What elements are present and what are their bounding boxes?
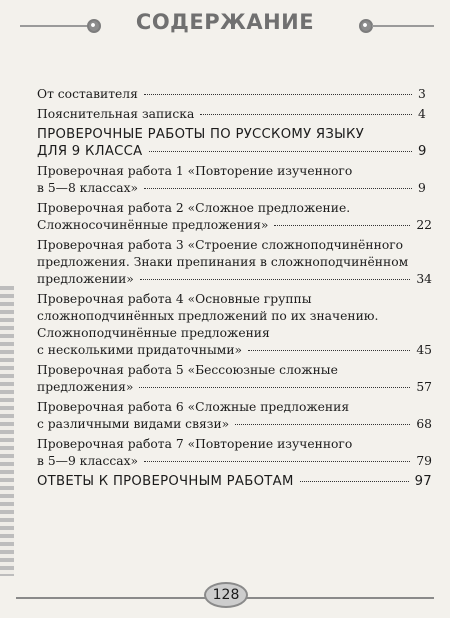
dot-leader bbox=[235, 423, 410, 425]
toc-entry-text: Сложноподчинённые предложения bbox=[37, 326, 270, 340]
toc-page-number: 4 bbox=[418, 107, 426, 121]
toc-entry bbox=[37, 399, 432, 433]
page-number: 128 bbox=[204, 582, 248, 608]
dot-leader bbox=[248, 349, 410, 351]
dot-leader bbox=[140, 278, 411, 280]
decorative-stripes bbox=[0, 286, 14, 576]
toc-entry-text: ОТВЕТЫ К ПРОВЕРОЧНЫМ РАБОТАМ bbox=[37, 474, 294, 489]
toc-entry-text: Сложносочинённые предложения» bbox=[37, 218, 269, 232]
dot-leader bbox=[200, 113, 412, 115]
toc-entry-text: предложения» bbox=[37, 380, 134, 394]
toc-page-number: 34 bbox=[416, 272, 432, 286]
toc-entry-text: ДЛЯ 9 КЛАССА bbox=[37, 144, 143, 159]
dot-leader bbox=[144, 93, 412, 95]
toc-page-number: 45 bbox=[416, 343, 432, 357]
toc-entry-text: в 5—9 классах» bbox=[37, 454, 139, 468]
toc-page-number: 68 bbox=[416, 417, 432, 431]
toc-entry bbox=[37, 86, 432, 103]
header-ornament-right-icon bbox=[359, 19, 373, 33]
toc-page-number: 9 bbox=[418, 181, 426, 195]
dot-leader bbox=[149, 150, 413, 152]
toc-entry-text: предложения. Знаки препинания в сложноподчинённом bbox=[37, 255, 409, 269]
header-rule-left bbox=[20, 25, 88, 27]
dot-leader bbox=[144, 460, 410, 462]
toc-entry-text: с различными видами связи» bbox=[37, 417, 230, 431]
toc-entry bbox=[37, 106, 432, 123]
toc-entry bbox=[37, 237, 432, 288]
toc-entry-text: Пояснительная записка bbox=[37, 107, 195, 121]
toc-entry bbox=[37, 126, 432, 160]
toc-entry bbox=[37, 163, 432, 197]
toc-entry-text: Проверочная работа 3 «Строение сложноподчинённого bbox=[37, 238, 404, 252]
toc-entry-text: Проверочная работа 1 «Повторение изученного bbox=[37, 164, 353, 178]
toc-page-number: 3 bbox=[418, 87, 426, 101]
toc-entry-text: Проверочная работа 7 «Повторение изученного bbox=[37, 437, 353, 451]
header-ornament-left-icon bbox=[87, 19, 101, 33]
dot-leader bbox=[144, 187, 412, 189]
dot-leader bbox=[139, 386, 410, 388]
toc-entry-text: Проверочная работа 6 «Сложные предложения bbox=[37, 400, 350, 414]
toc-entry-text: ПРОВЕРОЧНЫЕ РАБОТЫ ПО РУССКОМУ ЯЗЫКУ bbox=[37, 127, 365, 142]
page-title: СОДЕРЖАНИЕ bbox=[135, 10, 315, 34]
toc-entry-text: предложении» bbox=[37, 272, 134, 286]
toc-entry-text: в 5—8 классах» bbox=[37, 181, 139, 195]
toc-entry-text: Проверочная работа 2 «Сложное предложение. bbox=[37, 201, 351, 215]
toc-entry-text: сложноподчинённых предложений по их значению. bbox=[37, 309, 379, 323]
toc-entry bbox=[37, 473, 432, 490]
toc-entry-text: с несколькими придаточными» bbox=[37, 343, 243, 357]
toc-entry bbox=[37, 291, 432, 359]
toc-entry-text: Проверочная работа 5 «Бессоюзные сложные bbox=[37, 363, 338, 377]
toc-page-number: 9 bbox=[418, 144, 427, 159]
toc-page-number: 97 bbox=[414, 474, 432, 489]
page-header bbox=[0, 0, 450, 48]
header-rule-right bbox=[372, 25, 434, 27]
toc-page-number: 57 bbox=[416, 380, 432, 394]
toc-entry-text: Проверочная работа 4 «Основные группы bbox=[37, 292, 312, 306]
dot-leader bbox=[274, 224, 410, 226]
table-of-contents bbox=[37, 86, 432, 493]
toc-page-number: 79 bbox=[416, 454, 432, 468]
toc-entry bbox=[37, 200, 432, 234]
toc-entry bbox=[37, 436, 432, 470]
toc-entry-text: От составителя bbox=[37, 87, 138, 101]
toc-page-number: 22 bbox=[416, 218, 432, 232]
toc-entry bbox=[37, 362, 432, 396]
dot-leader bbox=[300, 480, 409, 482]
